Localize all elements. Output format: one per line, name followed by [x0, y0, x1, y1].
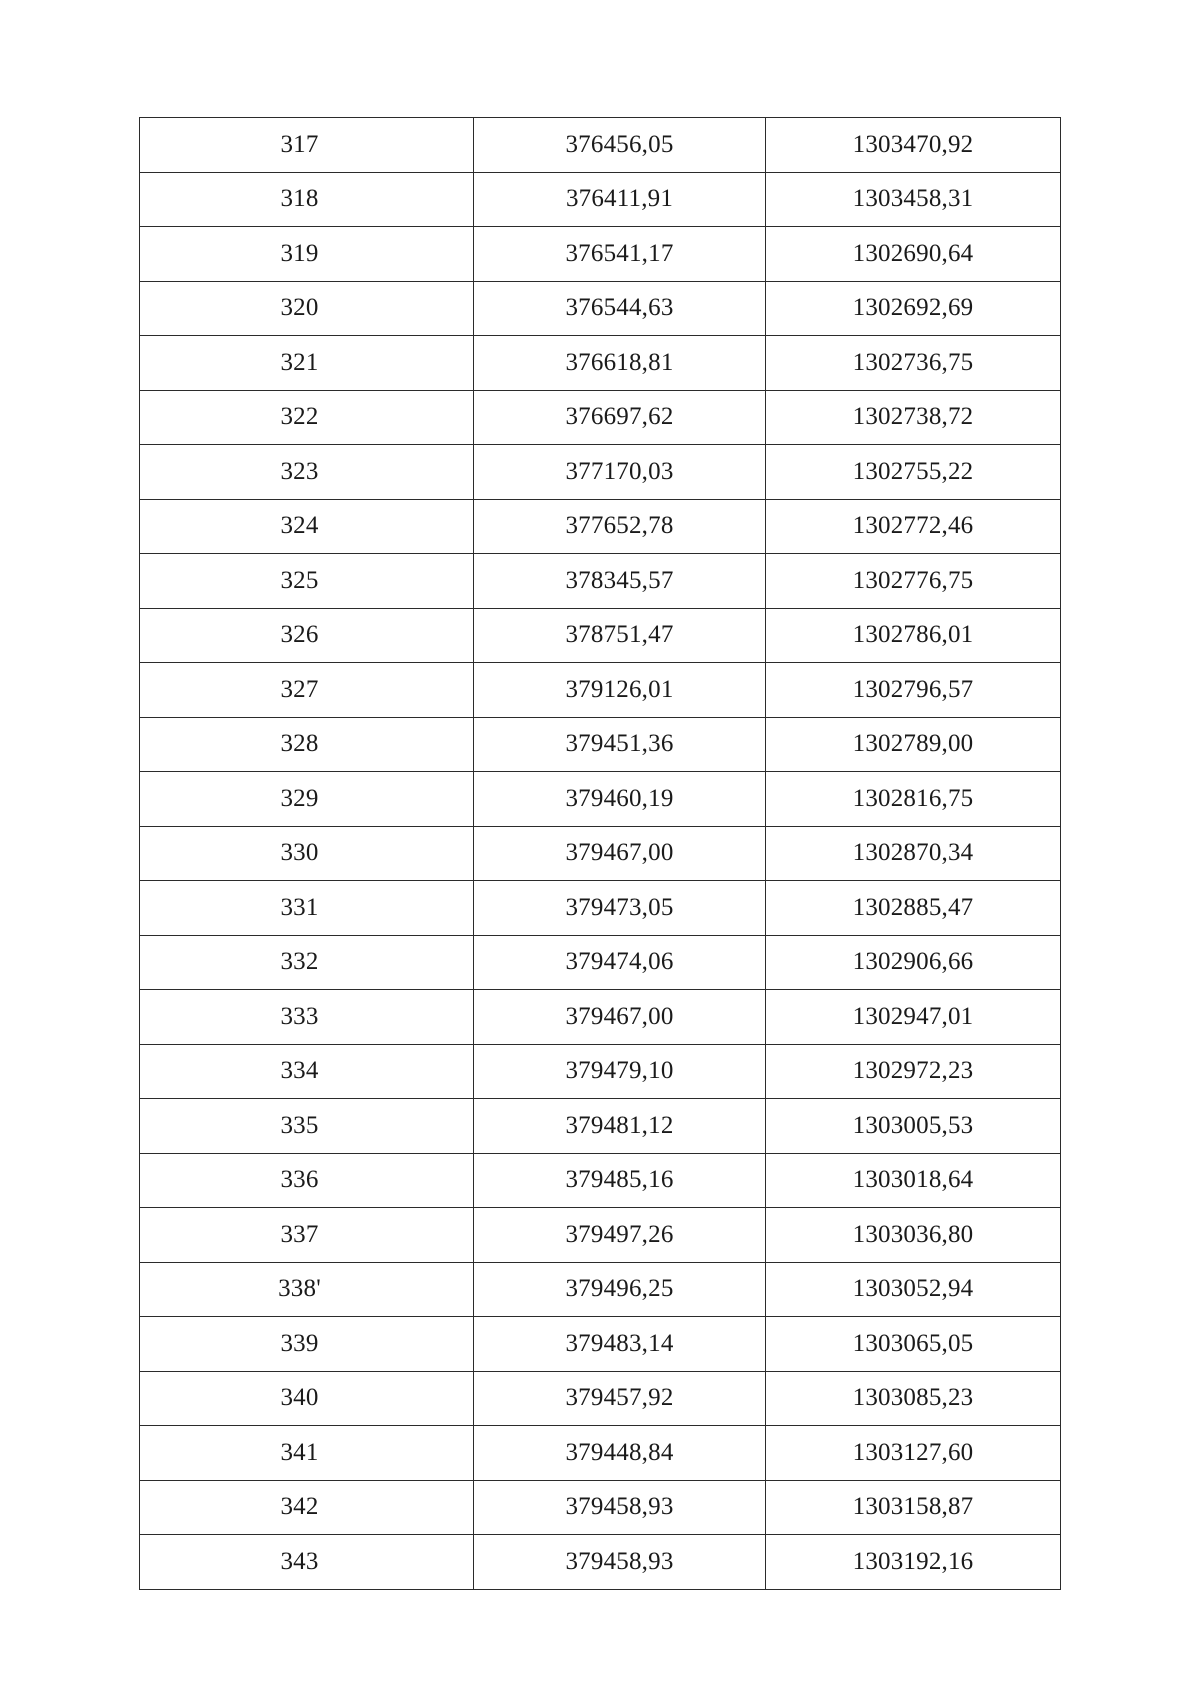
point-number-cell: 330: [140, 826, 474, 881]
point-number-cell: 331: [140, 881, 474, 936]
point-number-cell: 320: [140, 281, 474, 336]
x-coordinate-cell: 379474,06: [474, 935, 766, 990]
x-coordinate-cell: 379497,26: [474, 1208, 766, 1263]
y-coordinate-cell: 1302906,66: [766, 935, 1061, 990]
point-number-cell: 338': [140, 1262, 474, 1317]
table-row: [140, 1371, 1061, 1426]
table-row: [140, 1262, 1061, 1317]
x-coordinate-cell: 376541,17: [474, 227, 766, 282]
y-coordinate-cell: 1302870,34: [766, 826, 1061, 881]
y-coordinate-cell: 1303470,92: [766, 118, 1061, 173]
table-row: [140, 663, 1061, 718]
x-coordinate-cell: 379467,00: [474, 826, 766, 881]
x-coordinate-cell: 378345,57: [474, 554, 766, 609]
x-coordinate-cell: 379485,16: [474, 1153, 766, 1208]
y-coordinate-cell: 1303052,94: [766, 1262, 1061, 1317]
point-number-cell: 325: [140, 554, 474, 609]
point-number-cell: 329: [140, 772, 474, 827]
x-coordinate-cell: 379481,12: [474, 1099, 766, 1154]
x-coordinate-cell: 377652,78: [474, 499, 766, 554]
y-coordinate-cell: 1303018,64: [766, 1153, 1061, 1208]
point-number-cell: 322: [140, 390, 474, 445]
x-coordinate-cell: 379458,93: [474, 1535, 766, 1590]
x-coordinate-cell: 379479,10: [474, 1044, 766, 1099]
x-coordinate-cell: 379496,25: [474, 1262, 766, 1317]
x-coordinate-cell: 379457,92: [474, 1371, 766, 1426]
y-coordinate-cell: 1302885,47: [766, 881, 1061, 936]
table-row: [140, 881, 1061, 936]
y-coordinate-cell: 1303458,31: [766, 172, 1061, 227]
table-row: [140, 1480, 1061, 1535]
table-row: [140, 1535, 1061, 1590]
y-coordinate-cell: 1302789,00: [766, 717, 1061, 772]
y-coordinate-cell: 1303036,80: [766, 1208, 1061, 1263]
x-coordinate-cell: 376618,81: [474, 336, 766, 391]
table-row: [140, 118, 1061, 173]
x-coordinate-cell: 378751,47: [474, 608, 766, 663]
x-coordinate-cell: 379448,84: [474, 1426, 766, 1481]
table-row: [140, 499, 1061, 554]
point-number-cell: 318: [140, 172, 474, 227]
y-coordinate-cell: 1302947,01: [766, 990, 1061, 1045]
y-coordinate-cell: 1302816,75: [766, 772, 1061, 827]
x-coordinate-cell: 377170,03: [474, 445, 766, 500]
point-number-cell: 340: [140, 1371, 474, 1426]
y-coordinate-cell: 1302772,46: [766, 499, 1061, 554]
table-row: [140, 390, 1061, 445]
point-number-cell: 326: [140, 608, 474, 663]
point-number-cell: 327: [140, 663, 474, 718]
x-coordinate-cell: 379473,05: [474, 881, 766, 936]
x-coordinate-cell: 376544,63: [474, 281, 766, 336]
point-number-cell: 319: [140, 227, 474, 282]
table-row: [140, 608, 1061, 663]
coordinates-table: [139, 117, 1061, 1590]
point-number-cell: 334: [140, 1044, 474, 1099]
table-row: [140, 990, 1061, 1045]
table-row: [140, 227, 1061, 282]
table-row: [140, 1208, 1061, 1263]
x-coordinate-cell: 379451,36: [474, 717, 766, 772]
y-coordinate-cell: 1302786,01: [766, 608, 1061, 663]
y-coordinate-cell: 1302972,23: [766, 1044, 1061, 1099]
x-coordinate-cell: 376697,62: [474, 390, 766, 445]
table-row: [140, 554, 1061, 609]
x-coordinate-cell: 379483,14: [474, 1317, 766, 1372]
table-row: [140, 281, 1061, 336]
point-number-cell: 332: [140, 935, 474, 990]
x-coordinate-cell: 379467,00: [474, 990, 766, 1045]
x-coordinate-cell: 379126,01: [474, 663, 766, 718]
table-row: [140, 717, 1061, 772]
table-row: [140, 336, 1061, 391]
point-number-cell: 337: [140, 1208, 474, 1263]
point-number-cell: 317: [140, 118, 474, 173]
x-coordinate-cell: 379460,19: [474, 772, 766, 827]
x-coordinate-cell: 379458,93: [474, 1480, 766, 1535]
point-number-cell: 324: [140, 499, 474, 554]
table-row: [140, 772, 1061, 827]
y-coordinate-cell: 1302692,69: [766, 281, 1061, 336]
y-coordinate-cell: 1303158,87: [766, 1480, 1061, 1535]
y-coordinate-cell: 1302776,75: [766, 554, 1061, 609]
y-coordinate-cell: 1302738,72: [766, 390, 1061, 445]
x-coordinate-cell: 376411,91: [474, 172, 766, 227]
y-coordinate-cell: 1303192,16: [766, 1535, 1061, 1590]
table-row: [140, 1153, 1061, 1208]
y-coordinate-cell: 1303065,05: [766, 1317, 1061, 1372]
table-row: [140, 1044, 1061, 1099]
point-number-cell: 328: [140, 717, 474, 772]
y-coordinate-cell: 1302755,22: [766, 445, 1061, 500]
table-row: [140, 172, 1061, 227]
point-number-cell: 335: [140, 1099, 474, 1154]
table-row: [140, 826, 1061, 881]
table-row: [140, 1317, 1061, 1372]
table-row: [140, 445, 1061, 500]
point-number-cell: 333: [140, 990, 474, 1045]
point-number-cell: 323: [140, 445, 474, 500]
point-number-cell: 342: [140, 1480, 474, 1535]
point-number-cell: 343: [140, 1535, 474, 1590]
x-coordinate-cell: 376456,05: [474, 118, 766, 173]
point-number-cell: 336: [140, 1153, 474, 1208]
y-coordinate-cell: 1302796,57: [766, 663, 1061, 718]
coordinates-table-body: [140, 118, 1061, 1590]
table-row: [140, 1426, 1061, 1481]
table-row: [140, 935, 1061, 990]
point-number-cell: 339: [140, 1317, 474, 1372]
point-number-cell: 321: [140, 336, 474, 391]
point-number-cell: 341: [140, 1426, 474, 1481]
y-coordinate-cell: 1303005,53: [766, 1099, 1061, 1154]
y-coordinate-cell: 1303127,60: [766, 1426, 1061, 1481]
table-row: [140, 1099, 1061, 1154]
y-coordinate-cell: 1302736,75: [766, 336, 1061, 391]
y-coordinate-cell: 1303085,23: [766, 1371, 1061, 1426]
y-coordinate-cell: 1302690,64: [766, 227, 1061, 282]
